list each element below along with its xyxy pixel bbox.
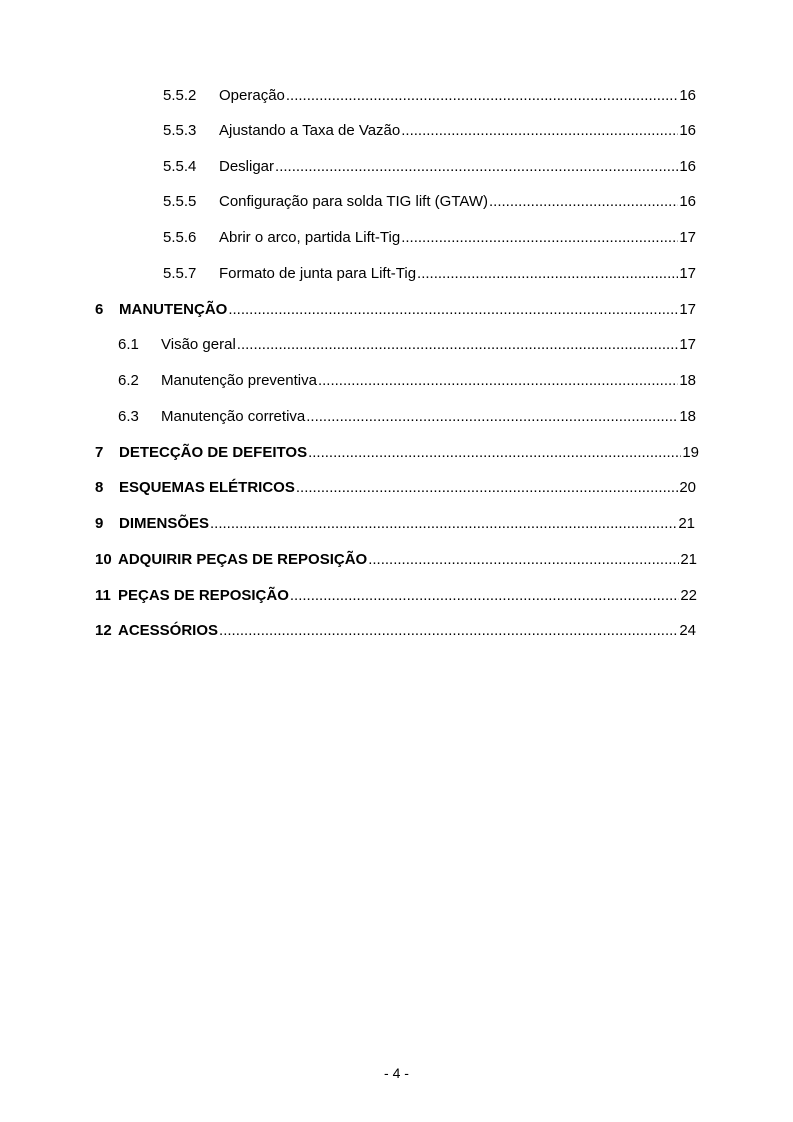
toc-entry-title: Visão geral bbox=[161, 336, 236, 353]
toc-entry-page: 16 bbox=[679, 158, 696, 175]
page-number: - 4 - bbox=[384, 1065, 409, 1081]
toc-entry-page: 17 bbox=[679, 301, 696, 318]
toc-entry-page: 17 bbox=[679, 265, 696, 282]
toc-entry-page: 18 bbox=[679, 372, 696, 389]
toc-entry-number: 12 bbox=[95, 622, 112, 639]
toc-entry[interactable] bbox=[95, 300, 696, 320]
toc-entry[interactable] bbox=[95, 586, 697, 606]
toc-entry-page: 19 bbox=[682, 444, 699, 461]
toc-dot-leader bbox=[401, 228, 678, 248]
toc-entry[interactable] bbox=[118, 371, 696, 391]
toc-entry-number: 6 bbox=[95, 301, 104, 318]
toc-entry-page: 16 bbox=[679, 87, 696, 104]
toc-dot-leader bbox=[228, 300, 678, 320]
toc-entry-page: 18 bbox=[679, 408, 696, 425]
toc-dot-leader bbox=[318, 371, 678, 391]
toc-entry-page: 17 bbox=[679, 229, 696, 246]
toc-entry-title: DETECÇÃO DE DEFEITOS bbox=[119, 444, 308, 461]
toc-entry-number: 11 bbox=[95, 587, 111, 604]
toc-entry-page: 20 bbox=[679, 479, 696, 496]
toc-dot-leader bbox=[489, 192, 678, 212]
toc-entry[interactable] bbox=[163, 264, 696, 284]
toc-entry-number: 5.5.4 bbox=[163, 158, 197, 175]
toc-entry[interactable] bbox=[163, 121, 696, 141]
toc-entry-title: ADQUIRIR PEÇAS DE REPOSIÇÃO bbox=[118, 551, 368, 568]
toc-dot-leader bbox=[210, 514, 677, 534]
toc-entry[interactable] bbox=[95, 514, 695, 534]
toc-entry-title: DIMENSÕES bbox=[119, 515, 210, 532]
toc-entry-number: 10 bbox=[95, 551, 112, 568]
toc-dot-leader bbox=[237, 335, 679, 355]
toc-entry-title: PEÇAS DE REPOSIÇÃO bbox=[118, 587, 289, 604]
toc-entry-title: Operação bbox=[219, 87, 285, 104]
toc-entry-page: 21 bbox=[680, 551, 697, 568]
toc-entry[interactable] bbox=[163, 192, 696, 212]
toc-entry-page: 22 bbox=[680, 587, 697, 604]
toc-dot-leader bbox=[290, 586, 679, 606]
toc-entry-title: Ajustando a Taxa de Vazão bbox=[219, 122, 401, 139]
toc-entry[interactable] bbox=[95, 443, 699, 463]
toc-entry-title: ACESSÓRIOS bbox=[118, 622, 219, 639]
toc-entry[interactable] bbox=[163, 157, 696, 177]
toc-entry[interactable] bbox=[163, 228, 696, 248]
toc-entry-number: 5.5.2 bbox=[163, 87, 197, 104]
toc-entry-title: Desligar bbox=[219, 158, 275, 175]
toc-entry-number: 9 bbox=[95, 515, 104, 532]
toc-entry-page: 16 bbox=[679, 193, 696, 210]
toc-entry-number: 7 bbox=[95, 444, 104, 461]
toc-entry-number: 6.3 bbox=[118, 408, 139, 425]
toc-entry-page: 16 bbox=[679, 122, 696, 139]
toc-entry[interactable] bbox=[95, 478, 696, 498]
toc-entry-number: 5.5.7 bbox=[163, 265, 197, 282]
toc-dot-leader bbox=[401, 121, 678, 141]
toc-entry[interactable] bbox=[118, 335, 696, 355]
toc-dot-leader bbox=[286, 86, 678, 106]
toc-entry[interactable] bbox=[95, 550, 697, 570]
toc-entry-title: MANUTENÇÃO bbox=[119, 301, 228, 318]
toc-entry-title: Manutenção preventiva bbox=[161, 372, 317, 389]
toc-entry-title: Formato de junta para Lift-Tig bbox=[219, 265, 417, 282]
toc-dot-leader bbox=[417, 264, 678, 284]
toc-entry-title: Manutenção corretiva bbox=[161, 408, 306, 425]
toc-dot-leader bbox=[368, 550, 679, 570]
toc-entry-number: 8 bbox=[95, 479, 104, 496]
toc-entry-number: 6.1 bbox=[118, 336, 139, 353]
toc-entry-number: 6.2 bbox=[118, 372, 139, 389]
toc-dot-leader bbox=[296, 478, 678, 498]
toc-entry-number: 5.5.5 bbox=[163, 193, 197, 210]
toc-entry[interactable] bbox=[95, 621, 696, 641]
toc-dot-leader bbox=[308, 443, 681, 463]
toc-entry[interactable] bbox=[163, 86, 696, 106]
toc-entry-page: 21 bbox=[678, 515, 695, 532]
toc-dot-leader bbox=[275, 157, 678, 177]
toc-entry-title: Configuração para solda TIG lift (GTAW) bbox=[219, 193, 488, 210]
toc-dot-leader bbox=[306, 407, 678, 427]
toc-dot-leader bbox=[219, 621, 678, 641]
toc-entry-number: 5.5.3 bbox=[163, 122, 197, 139]
toc-entry[interactable] bbox=[118, 407, 696, 427]
toc-entry-title: ESQUEMAS ELÉTRICOS bbox=[119, 479, 295, 496]
toc-entry-page: 24 bbox=[679, 622, 696, 639]
toc-entry-number: 5.5.6 bbox=[163, 229, 197, 246]
toc-entry-title: Abrir o arco, partida Lift-Tig bbox=[219, 229, 401, 246]
toc-entry-page: 17 bbox=[679, 336, 696, 353]
